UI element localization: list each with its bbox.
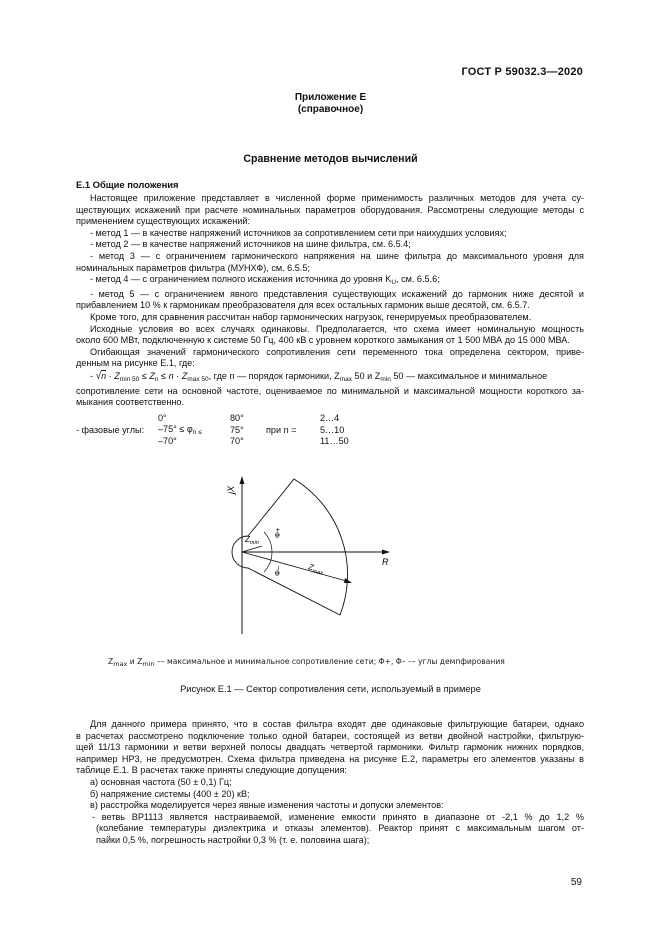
- sqrt-icon: √: [95, 370, 102, 382]
- figure-note: $Z_{max}$ и $Z_{min}$ –– максимальное и минимальное сопротивление сети; Φ+, Φ– –– углы демпфирования: [108, 657, 505, 668]
- method-3-line2: номинальных параметров фильтра (МУНХФ), см. 6.5.5;: [76, 262, 310, 273]
- phase-table: [76, 412, 353, 447]
- sub-assumption-line: - ветвь ВР1113 является настраиваемой, изменение емкости принято в диапазоне от -2,1 % до 1,2 %: [92, 811, 584, 822]
- phi-plus-label: Φ+: [273, 527, 282, 538]
- filter-block: [76, 719, 584, 847]
- para-filter-line: например НР3, не предусмотрен. Схема фильтра приведена на рисунке Е.2, параметры его элементов указаны в: [76, 753, 584, 764]
- zmin-vector: [242, 546, 262, 552]
- section-title: Сравнение методов вычислений: [243, 153, 418, 165]
- x-axis-arrow: [382, 550, 390, 555]
- para-envelope-line2: денным на рисунке Е.1, где:: [76, 358, 195, 369]
- axis-x-label: R: [382, 557, 389, 567]
- appendix-title: Приложение Е: [294, 92, 367, 103]
- para1-line: ществующих искажений при расчете номинальных параметров оборудования. Рассмотрены следующие методы с: [76, 204, 584, 215]
- assumption-b: б) напряжение системы (400 ± 20) кВ;: [90, 788, 250, 799]
- formula-line: - $√n \cdot Z_{min 50} \le Z_n \le n \cdot Z_{max 50}$, где n — порядок гармоники, $Z_{max}$ 50 и $Z_{min}$ 50 — максимальное и минимальное: [90, 370, 548, 383]
- para-filter-line: Для данного примера принято, что в состав фильтра входят две одинаковые фильтрующие батареи, однако: [90, 719, 584, 729]
- method-4: [76, 274, 584, 289]
- method-4-text: - метод 4 — с ограничением полного искажения источника до уровня K: [90, 274, 392, 285]
- sub-assumption-line: (колебание температуры диэлектрика и отказы элементов). Реактор принят с максимальным шагом от-: [96, 823, 584, 834]
- zmax-vector: [242, 552, 350, 582]
- formula-cont-line2: мыкания соответственно.: [76, 397, 184, 408]
- phase-row: - фазовые углы: $-75^\circ \le \varphi_{n \le}$ 75° при n = 5…10: [76, 423, 345, 436]
- assumption-c: в) расстройка моделируется через явные изменения частоты и допуски элементов:: [90, 800, 444, 811]
- method-3-line1: - метод 3 — с ограничением гармонического напряжения на шине фильтра до максимального уровня для: [90, 250, 584, 261]
- phi-minus-arc: [264, 552, 272, 572]
- phase-row: 0° 80° 2…4: [158, 412, 340, 423]
- phi-minus-label: Φ–: [273, 565, 282, 576]
- axis-y-label: jX: [226, 485, 236, 494]
- sub-assumption-line: пайки 0,5 %, погрешность настройки 0,3 % (т. е. половина шага);: [96, 834, 370, 845]
- y-axis-arrow: [240, 476, 245, 484]
- intro-block: [76, 193, 584, 409]
- formula-cont-line1: сопротивление сети на основной частоте, оцениваемое по минимальной и максимальной мощности короткого за-: [76, 385, 584, 396]
- method-5-line2: прибавлением 10 % к гармоникам преобразователя для всех остальных гармоник выше десятой, см. 6.5.7.: [76, 300, 530, 311]
- para-filter-line: таблице Е.1. В расчетах также приняты следующие допущения:: [76, 765, 347, 776]
- para-envelope-line1: Огибающая значений гармонического сопротивления сети переменного тока определена сектором, приве-: [90, 346, 584, 357]
- zmax-label: $Z_{max}$: [307, 562, 324, 577]
- method-2: - метод 2 — в качестве напряжений источников на шине фильтра, см. 6.5.4;: [90, 239, 411, 250]
- impedance-sector-figure: [200, 462, 420, 647]
- phi-plus-arc: [264, 532, 272, 552]
- para-initial-line2: около 600 МВт, подключенную к системе 50 Гц, 400 кВ с уровнем короткого замыкания от 1 500 МВА до 15 000 МВА.: [76, 335, 570, 346]
- phase-angles: [76, 412, 353, 447]
- sector-outline: [232, 479, 348, 615]
- figure-caption: Рисунок Е.1 — Сектор сопротивления сети, используемый в примере: [180, 684, 481, 694]
- subsection-title: Е.1 Общие положения: [76, 179, 179, 190]
- phase-row: –70° 70° 11…50: [158, 436, 349, 447]
- para-filter-line: в расчетах рассмотрено подключение только одной батареи, состоящей из ветви двойной настройки, фильтрую-: [76, 730, 584, 741]
- method-4-sub: U: [391, 279, 397, 287]
- method-4-tail: , см. 6.5.6;: [396, 274, 440, 285]
- para-initial-line1: Исходные условия во всех случаях одинаковы. Предполагается, что схема имеет номинальную мощность: [90, 323, 584, 334]
- para1-line: Настоящее приложение представляет в численной форме применимость различных методов для учета су-: [90, 193, 584, 203]
- phase-label: - фазовые углы:: [76, 424, 145, 435]
- method-5-line1: - метод 5 — с ограничением явного представления существующих искажений до гармоник ниже десятой и: [90, 288, 584, 299]
- appendix-subtitle: (справочное): [297, 104, 364, 115]
- para-harmonics: Кроме того, для сравнения рассчитан набор гармонических нагрузок, генерируемых преобразователем.: [90, 311, 532, 322]
- standard-header: ГОСТ Р 59032.3—2020: [461, 66, 583, 78]
- zmin-label: $Z_{min}$: [245, 535, 259, 546]
- para-filter-line: щей 11/13 гармоники и ветви верхней полосы двадцать четвертой гармоники. Фильтр гармоник нижних порядков,: [76, 742, 584, 753]
- assumption-a: а) основная частота (50 ± 0,1) Гц;: [90, 776, 232, 787]
- method-1: - метод 1 — в качестве напряжений источников за сопротивлением сети при наихудших условиях;: [90, 227, 507, 238]
- para1-line: применением существующих искажений:: [76, 216, 250, 227]
- page-number: 59: [570, 877, 582, 888]
